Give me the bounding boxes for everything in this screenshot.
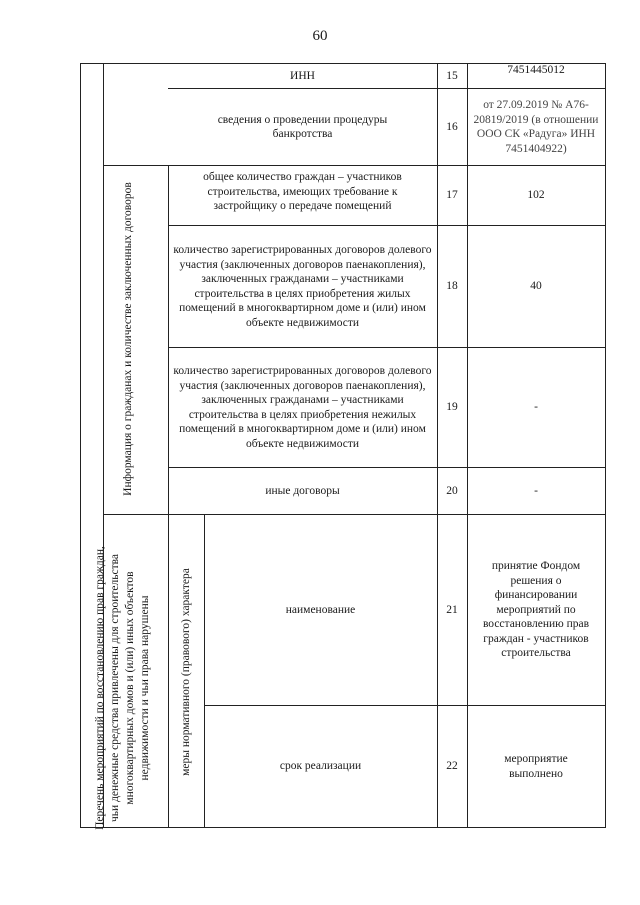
row-value: 7451445012: [507, 63, 565, 76]
row-number: 20: [446, 484, 458, 497]
normative-subgroup-header: меры нормативного (правового) характера: [179, 568, 192, 776]
row-number: 22: [446, 760, 458, 773]
row-value: -: [534, 401, 538, 414]
row-label: сведения о проведении процедуры банкротства: [217, 113, 388, 140]
row-label: количество зарегистрированных договоров долевого участия (заключенных договоров паенакопления), заключенных гражданами – участниками строительства в целях приобретения нежилых помещений в многоквартирном доме и (или) ином объекте недвижимости: [173, 365, 432, 450]
row-label: иные договоры: [265, 484, 340, 497]
row-label: ИНН: [290, 69, 315, 82]
row-value: 40: [530, 280, 542, 293]
row-value: 102: [527, 189, 545, 202]
row-number: 19: [446, 401, 458, 414]
row-number: 17: [446, 189, 458, 202]
row-label: общее количество граждан – участников строительства, имеющих требование к застройщику о передаче помещений: [203, 171, 402, 213]
measures-group-header: Перечень мероприятий по восстановлению прав граждан, чьи денежные средства привлечены для строительства многоквартирных домов и (или) иных объектов недвижимости и чьи права нарушены: [94, 546, 151, 830]
row-value: мероприятие выполнено: [504, 753, 568, 780]
row-value: -: [534, 484, 538, 497]
info-group-header: Информация о гражданах и количестве заключенных договоров: [121, 182, 134, 496]
row-number: 21: [446, 603, 458, 616]
row-label: наименование: [285, 603, 356, 616]
page-number: 60: [312, 28, 328, 44]
row-label: срок реализации: [279, 760, 362, 773]
row-label: количество зарегистрированных договоров долевого участия (заключенных договоров паенакопления), заключенных гражданами – участниками строительства в целях приобретения жилых помещений в многоквартирном доме и (или) ином объекте недвижимости: [173, 244, 432, 329]
row-number: 15: [446, 69, 458, 82]
row-number: 18: [446, 280, 458, 293]
row-value: от 27.09.2019 № А76-20819/2019 (в отношении ООО СК «Радуга» ИНН 7451404922): [473, 99, 599, 155]
row-value: принятие Фондом решения о финансировании мероприятий по восстановлению прав граждан - участников строительства: [482, 560, 590, 660]
row-number: 16: [446, 120, 458, 133]
